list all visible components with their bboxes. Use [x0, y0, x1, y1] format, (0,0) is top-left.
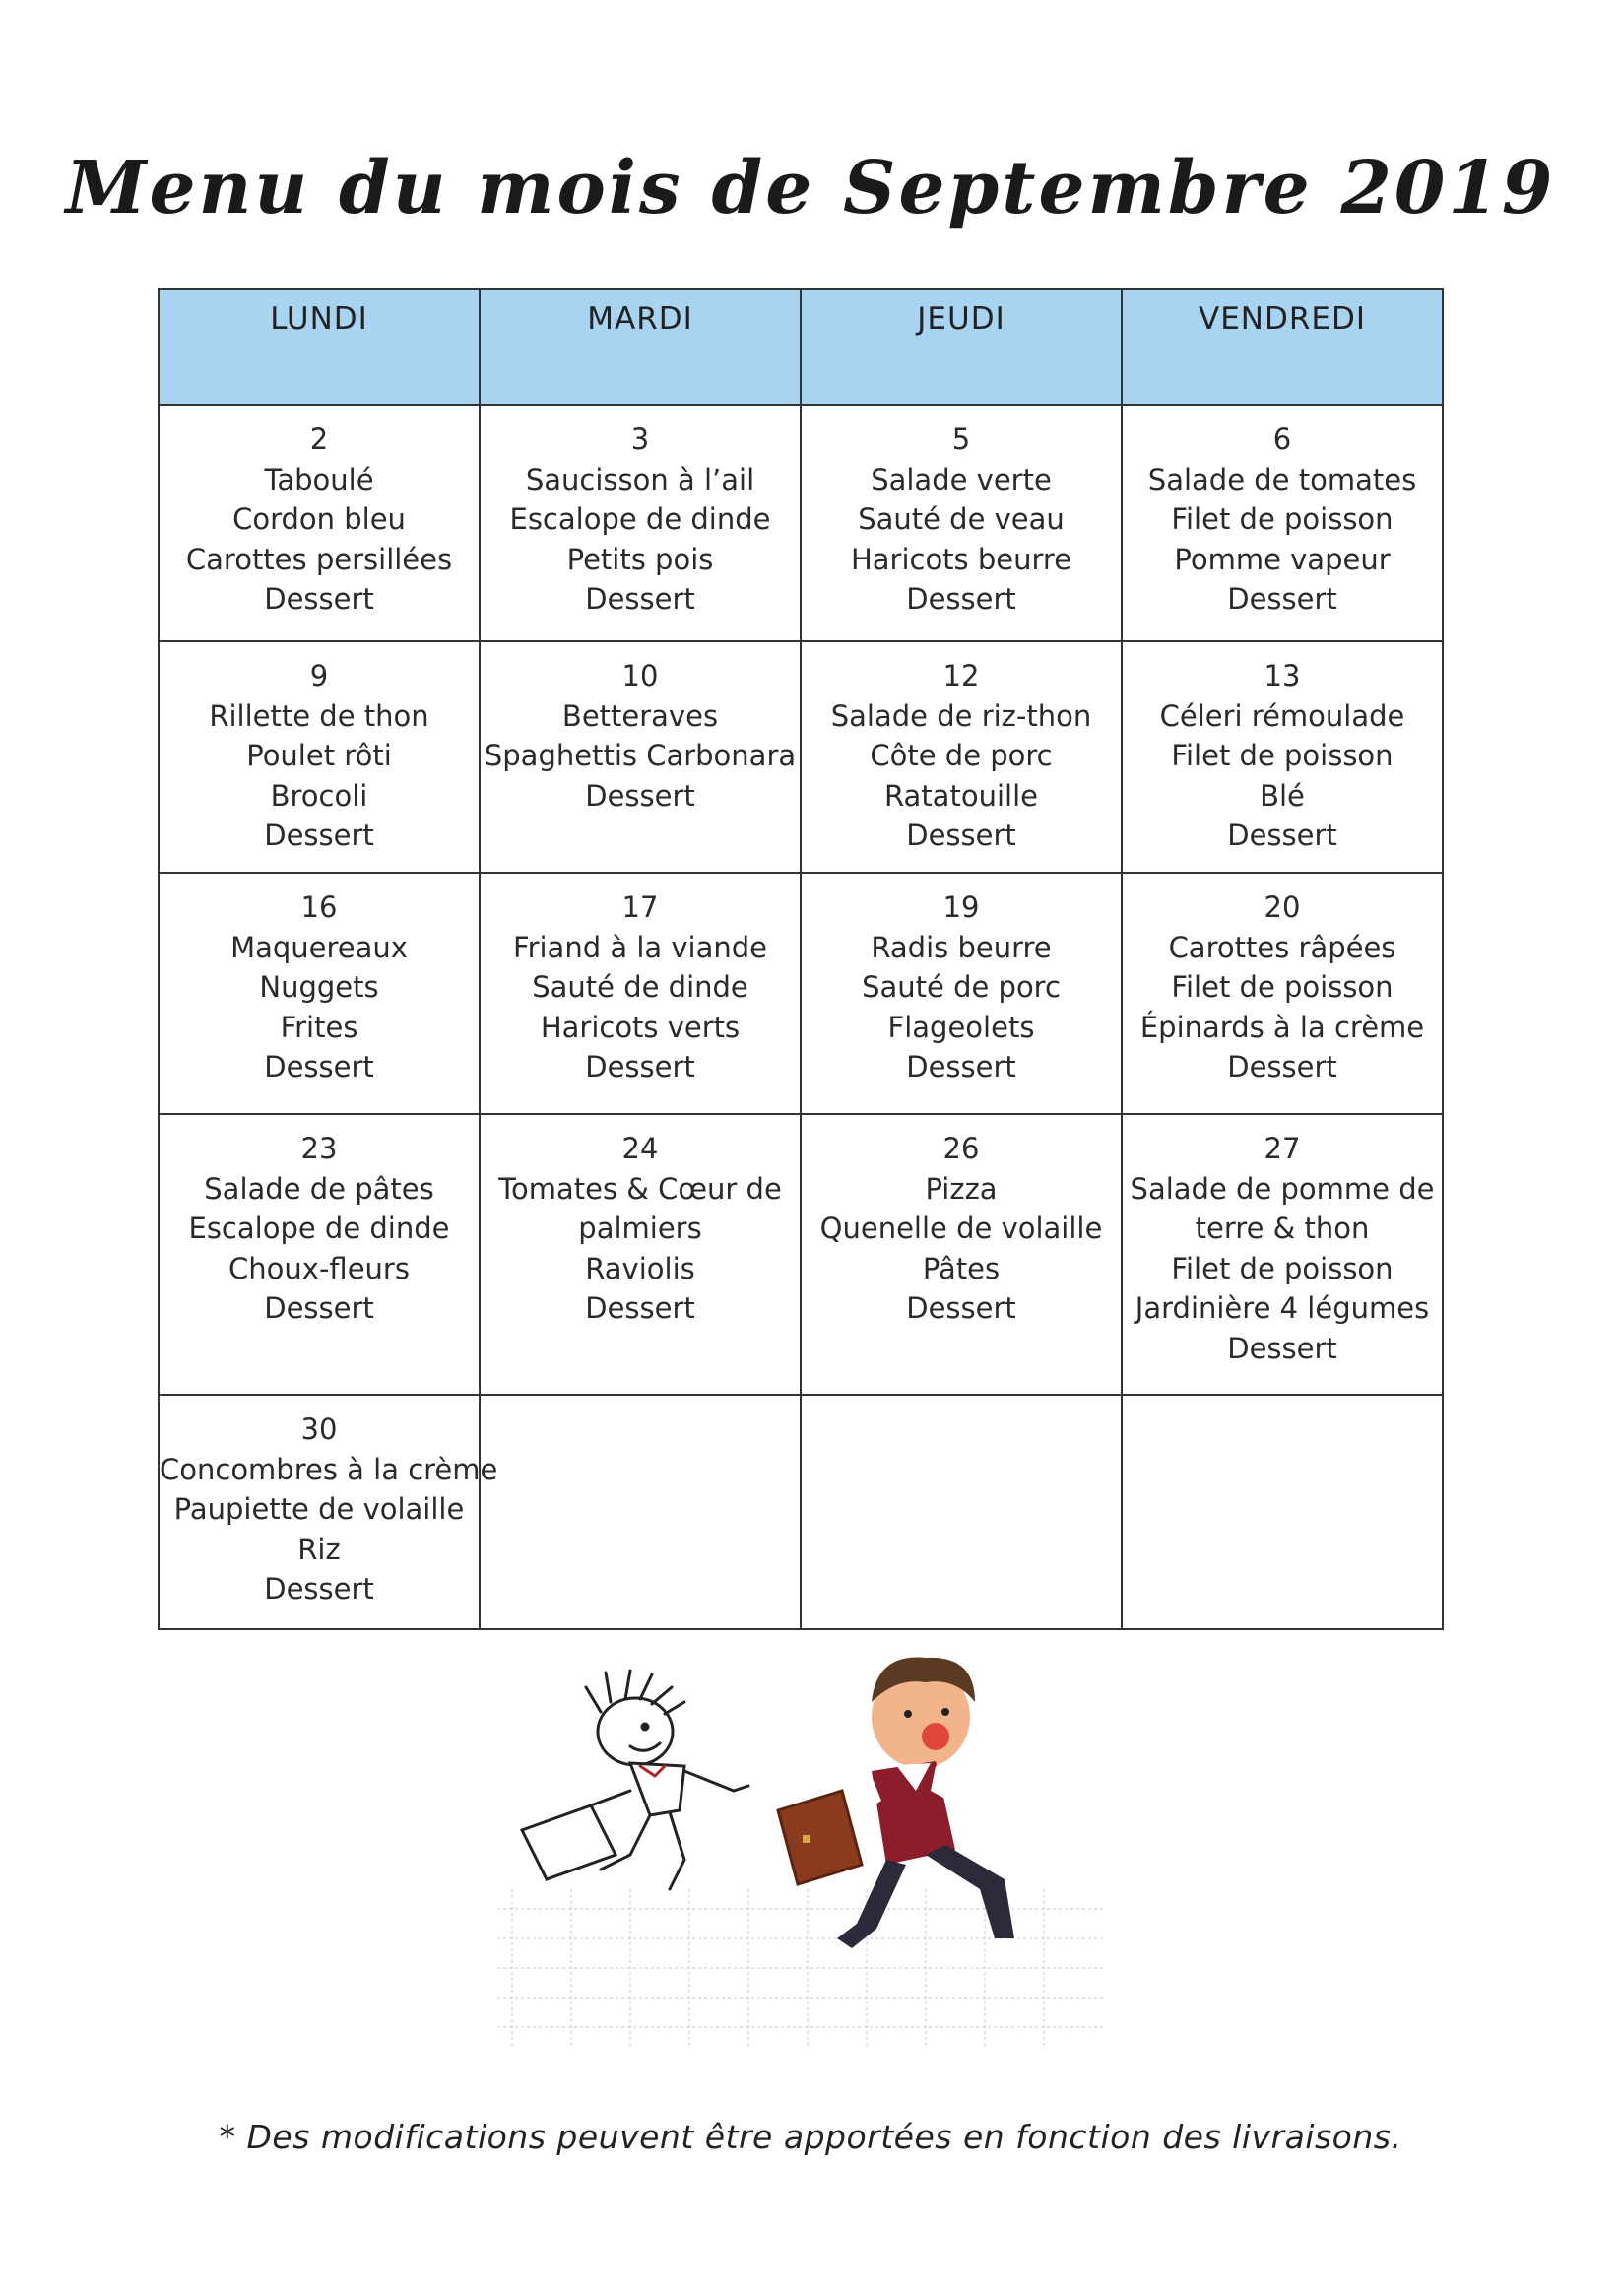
footer-note: * Des modifications peuvent être apportées en fonction des livraisons. [219, 2118, 1402, 2156]
menu-item: Pomme vapeur [1174, 542, 1391, 576]
colored-boy-drawing [778, 1658, 1014, 1948]
menu-item: Filet de poisson [1171, 970, 1394, 1005]
schoolboys-illustration [483, 1643, 1113, 2057]
menu-item: Dessert [906, 1050, 1016, 1084]
menu-item: Dessert [906, 1291, 1016, 1326]
menu-item: Friand à la viande [513, 930, 767, 964]
menu-item: Dessert [264, 1050, 374, 1084]
col-header-lundi: LUNDI [159, 289, 480, 405]
menu-item: Tomates & Cœur de [498, 1171, 782, 1206]
day-cell-jeudi [801, 873, 1122, 1114]
day-date: 2 [309, 423, 329, 456]
day-cell-vendredi [1122, 405, 1443, 641]
menu-item: Dessert [1227, 582, 1337, 617]
day-date: 5 [951, 423, 971, 456]
menu-item: Filet de poisson [1171, 502, 1394, 537]
menu-body [159, 405, 1443, 1629]
day-date: 20 [1264, 890, 1301, 924]
menu-item: Dessert [1227, 1331, 1337, 1365]
menu-item: Maquereaux [230, 930, 408, 964]
day-date: 9 [309, 659, 329, 692]
sketched-boy-drawing [522, 1671, 748, 1889]
menu-item: Petits pois [566, 542, 714, 576]
week-row [159, 405, 1443, 641]
menu-item: Sauté de dinde [532, 970, 748, 1005]
week-row [159, 873, 1443, 1114]
menu-item: Filet de poisson [1171, 1251, 1394, 1285]
col-header-mardi: MARDI [480, 289, 801, 405]
menu-item: Sauté de porc [862, 970, 1061, 1005]
day-cell-lundi [159, 641, 480, 873]
week-row [159, 641, 1443, 873]
menu-item: Filet de poisson [1171, 739, 1394, 773]
day-date: 27 [1264, 1132, 1301, 1165]
menu-item: Dessert [264, 819, 374, 853]
menu-item: Taboulé [264, 462, 374, 496]
day-cell-mardi [480, 641, 801, 873]
col-header-vendredi: VENDREDI [1122, 289, 1443, 405]
menu-item: Pizza [925, 1171, 998, 1206]
menu-item: Choux-fleurs [228, 1251, 410, 1285]
menu-item: Ratatouille [884, 778, 1038, 813]
day-date: 17 [621, 890, 659, 924]
menu-item: Pâtes [922, 1251, 1001, 1285]
menu-item: Flageolets [887, 1010, 1035, 1044]
menu-item: Cordon bleu [232, 502, 406, 537]
menu-item: Salade de pâtes [204, 1171, 434, 1206]
day-date: 13 [1264, 659, 1301, 692]
menu-item: Dessert [585, 582, 695, 617]
day-cell-mardi [480, 405, 801, 641]
menu-item: Raviolis [585, 1251, 695, 1285]
menu-item: Dessert [264, 1291, 374, 1326]
menu-item: Betteraves [561, 698, 719, 733]
day-date: 26 [942, 1132, 980, 1165]
week-row [159, 1395, 1443, 1629]
menu-item: Sauté de veau [858, 502, 1065, 537]
menu-item: Paupiette de volaille [173, 1492, 465, 1527]
menu-item: Poulet rôti [246, 739, 392, 773]
menu-item: Carottes persillées [185, 542, 453, 576]
day-cell-lundi [159, 1114, 480, 1395]
menu-table [158, 288, 1444, 1630]
day-date: 23 [300, 1132, 338, 1165]
day-date: 10 [621, 659, 659, 692]
day-date: 6 [1272, 423, 1292, 456]
menu-item: Riz [297, 1532, 341, 1566]
menu-item: Côte de porc [870, 739, 1053, 773]
day-cell-lundi [159, 873, 480, 1114]
day-cell-lundi [159, 405, 480, 641]
day-cell-vendredi [1122, 641, 1443, 873]
menu-item: Salade de riz-thon [830, 698, 1092, 733]
day-cell-vendredi [1122, 1114, 1443, 1395]
day-date: 24 [621, 1132, 659, 1165]
menu-item: Dessert [264, 582, 374, 617]
menu-item: Dessert [264, 1572, 374, 1607]
weekday-header-row [159, 289, 1443, 405]
day-cell-lundi [159, 1395, 498, 1629]
menu-item: Quenelle de volaille [819, 1212, 1103, 1246]
menu-item: Carottes râpées [1168, 930, 1396, 964]
menu-item: palmiers [578, 1212, 702, 1246]
menu-item: Frites [280, 1010, 358, 1044]
day-cell-jeudi [801, 405, 1122, 641]
day-cell-mardi [480, 873, 801, 1114]
day-cell-jeudi [801, 1395, 1122, 1629]
menu-item: Épinards à la crème [1139, 1010, 1425, 1044]
day-date: 19 [942, 890, 980, 924]
menu-item: Salade de pomme de [1130, 1171, 1435, 1206]
day-cell-vendredi [1122, 1395, 1443, 1629]
menu-item: Jardinière 4 légumes [1135, 1291, 1430, 1326]
menu-item: Radis beurre [871, 930, 1052, 964]
day-date: 3 [630, 423, 650, 456]
menu-item: Concombres à la crème [160, 1452, 498, 1486]
page-title: Menu du mois de Septembre 2019 [65, 146, 1556, 230]
day-cell-vendredi [1122, 873, 1443, 1114]
day-cell-jeudi [801, 641, 1122, 873]
menu-item: Salade de tomates [1147, 462, 1417, 496]
menu-item: Nuggets [259, 970, 379, 1005]
week-row [159, 1114, 1443, 1395]
menu-item: Rillette de thon [209, 698, 429, 733]
menu-item: Dessert [1227, 1050, 1337, 1084]
menu-item: Dessert [585, 778, 695, 813]
day-cell-mardi [480, 1395, 801, 1629]
col-header-jeudi: JEUDI [801, 289, 1122, 405]
menu-item: Dessert [906, 819, 1016, 853]
menu-item: Saucisson à l’ail [525, 462, 755, 496]
day-cell-mardi [480, 1114, 801, 1395]
menu-item: Haricots beurre [850, 542, 1072, 576]
menu-item: Blé [1260, 778, 1305, 813]
day-date: 30 [300, 1412, 338, 1446]
menu-item: Haricots verts [540, 1010, 741, 1044]
menu-item: Escalope de dinde [509, 502, 771, 537]
day-cell-jeudi [801, 1114, 1122, 1395]
menu-item: Escalope de dinde [188, 1212, 450, 1246]
menu-item: Dessert [906, 582, 1016, 617]
day-date: 16 [300, 890, 338, 924]
day-date: 12 [942, 659, 980, 692]
menu-item: Brocoli [270, 778, 368, 813]
menu-item: Spaghettis Carbonara [484, 739, 797, 773]
menu-item: Dessert [1227, 819, 1337, 853]
menu-item: Salade verte [871, 462, 1052, 496]
menu-item: Dessert [585, 1291, 695, 1326]
menu-item: terre & thon [1195, 1212, 1370, 1246]
menu-item: Dessert [585, 1050, 695, 1084]
menu-item: Céleri rémoulade [1159, 698, 1405, 733]
